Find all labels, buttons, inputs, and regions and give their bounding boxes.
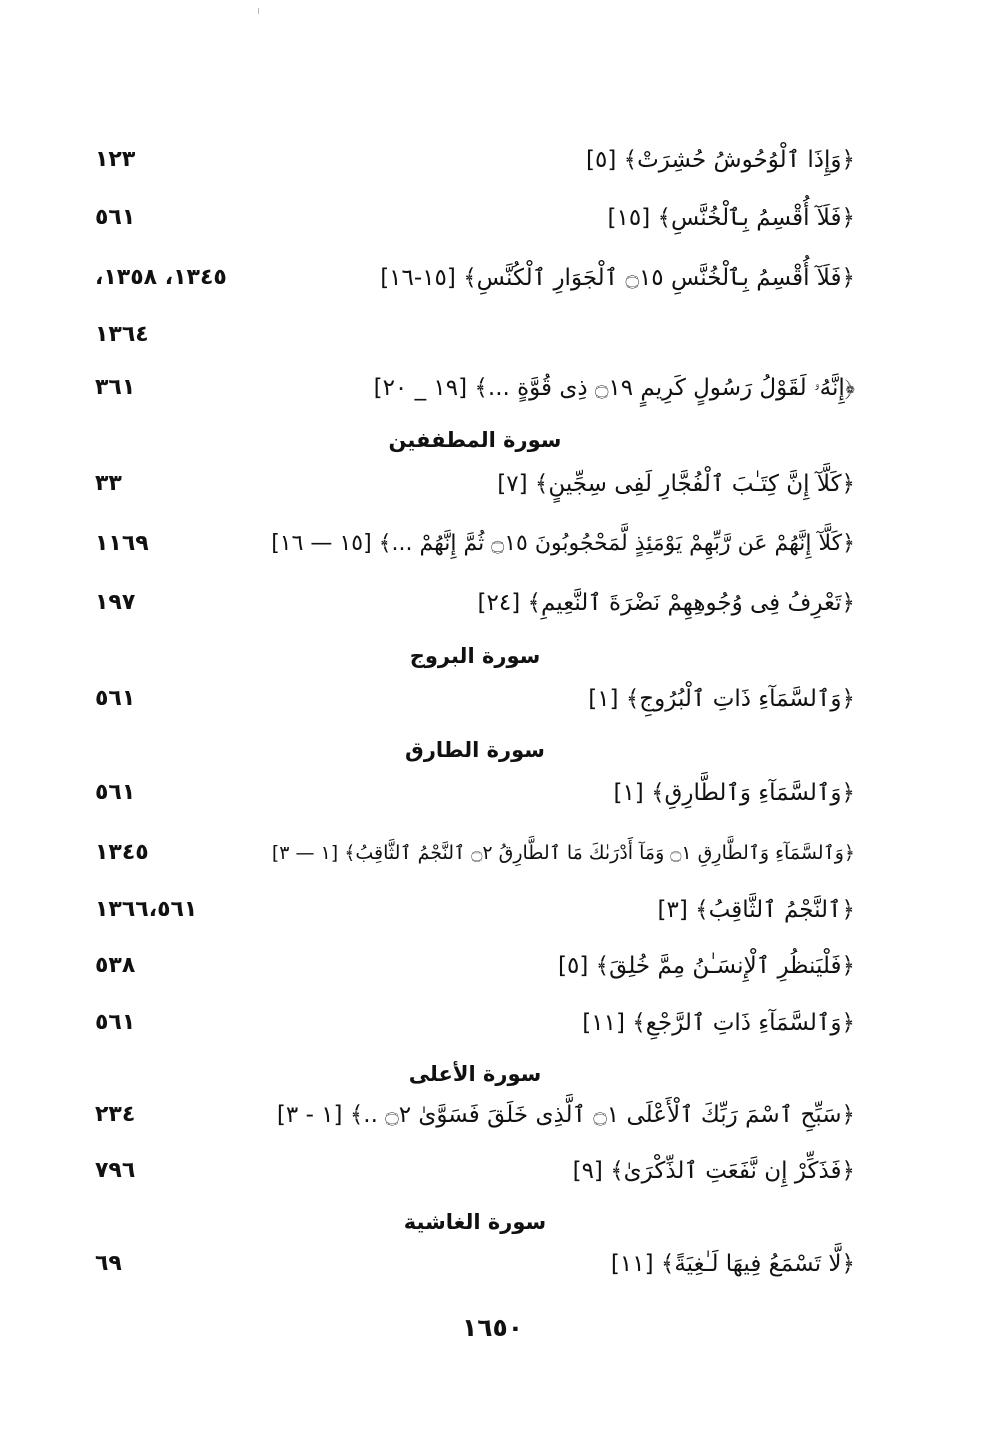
index-entry [95,946,855,992]
index-entry [95,1095,855,1141]
page-numbers: ١٣٤٥، ١٣٥٨، [95,265,227,290]
page-numbers: ٥٦١ [95,686,136,711]
verse-text: ﴿ٱلنَّجْمُ ٱلثَّاقِبُ﴾ [٣] [657,897,855,923]
verse-text: ﴿سَبِّحِ ٱسْمَ رَبِّكَ ٱلْأَعْلَى ۝١ ٱلَّذِى خَلَقَ فَسَوَّىٰ ۝٢ ..﴾ [١ - ٣] [276,1102,855,1128]
index-entry [95,524,855,570]
index-entry [95,140,855,186]
page-numbers: ١١٦٩ [95,531,149,556]
page-numbers: ١٣٦٦،٥٦١ [95,897,198,922]
index-entry [95,368,855,414]
page-numbers: ٥٦١ [95,1010,136,1035]
surah-heading [95,730,855,770]
index-entry [95,833,855,879]
verse-text: ﴿كَلَّآ إِنَّهُمْ عَن رَّبِّهِمْ يَوْمَئِذٍ لَّمَحْجُوبُونَ ۝١٥ ثُمَّ إِنَّهُمْ ...﴾ [١٥ — ١٦] [271,531,855,556]
page-numbers: ١٩٧ [95,590,136,615]
index-entry [95,890,855,936]
page-numbers: ٣٦١ [95,375,136,400]
index-entry [95,258,855,304]
verse-text: ﴿وَٱلسَّمَآءِ وَٱلطَّارِقِ﴾ [١] [613,780,855,806]
verse-text: ﴿فَلَآ أُقْسِمُ بِٱلْخُنَّسِ﴾ [١٥] [607,205,855,231]
page-numbers: ٧٩٦ [95,1158,136,1183]
page-numbers: ١٣٦٤ [95,322,149,347]
verse-text: ﴿تَعْرِفُ فِى وُجُوهِهِمْ نَضْرَةَ ٱلنَّعِيمِ﴾ [٢٤] [477,590,855,616]
surah-heading-text: سورة الأعلى [408,1062,542,1086]
page-numbers: ٥٦١ [95,780,136,805]
surah-heading-text: سورة الغاشية [403,1210,547,1234]
verse-text: ﴿لَّا تَسْمَعُ فِيهَا لَـٰغِيَةً﴾ [١١] [610,1251,855,1277]
scan-mark [258,8,259,14]
page-numbers: ٣٣ [95,471,122,496]
index-entry [95,583,855,629]
index-entry [95,1244,855,1290]
verse-text: ﴿فَذَكِّرْ إِن نَّفَعَتِ ٱلذِّكْرَىٰ﴾ [٩] [572,1158,855,1184]
surah-heading-text: سورة الطارق [405,738,545,762]
verse-text: ﴿وَإِذَا ٱلْوُحُوشُ حُشِرَتْ﴾ [٥] [586,147,855,173]
surah-heading [95,420,855,460]
verse-text: ﴿كَلَّآ إِنَّ كِتَـٰبَ ٱلْفُجَّارِ لَفِى سِجِّينٍ﴾ [٧] [497,471,855,497]
surah-heading [95,1202,855,1242]
page-numbers: ٥٣٨ [95,953,136,978]
surah-heading [95,1054,855,1094]
page-number: ١٦٥٠ [461,1313,524,1342]
index-entry [95,1003,855,1049]
page-numbers: ١٢٣ [95,147,136,172]
index-entry-continued [95,315,855,361]
index-entry [95,464,855,510]
index-entry [95,198,855,244]
verse-text: ﴿وَٱلسَّمَآءِ ذَاتِ ٱلْبُرُوجِ﴾ [١] [588,686,855,712]
surah-heading-text: سورة المطففين [388,428,562,452]
surah-heading-text: سورة البروج [409,644,541,668]
verse-text: ﴿فَلَآ أُقْسِمُ بِٱلْخُنَّسِ ۝١٥ ٱلْجَوَارِ ٱلْكُنَّسِ﴾ [١٥-١٦] [380,265,855,291]
verse-text: ﴿وَٱلسَّمَآءِ وَٱلطَّارِقِ ۝١ وَمَآ أَدْرَىٰكَ مَا ٱلطَّارِقُ ۝٢ ٱلنَّجْمُ ٱلثَّاقِبُ﴾ [١ — ٣] [271,842,855,864]
page-numbers: ٦٩ [95,1251,122,1276]
index-entry [95,773,855,819]
verse-text: ﴿إِنَّهُۥ لَقَوْلُ رَسُولٍ كَرِيمٍ ۝١٩ ذِى قُوَّةٍ ...﴾ [١٩ _ ٢٠] [373,375,855,401]
surah-heading [95,636,855,676]
verse-text: ﴿وَٱلسَّمَآءِ ذَاتِ ٱلرَّجْعِ﴾ [١١] [582,1010,855,1036]
page-numbers: ١٣٤٥ [95,840,149,865]
page-numbers: ٥٦١ [95,205,136,230]
index-entry [95,1151,855,1197]
page-numbers: ٢٣٤ [95,1102,136,1127]
verse-text: ﴿فَلْيَنظُرِ ٱلْإِنسَـٰنُ مِمَّ خُلِقَ﴾ [٥] [558,953,855,979]
index-entry [95,679,855,725]
